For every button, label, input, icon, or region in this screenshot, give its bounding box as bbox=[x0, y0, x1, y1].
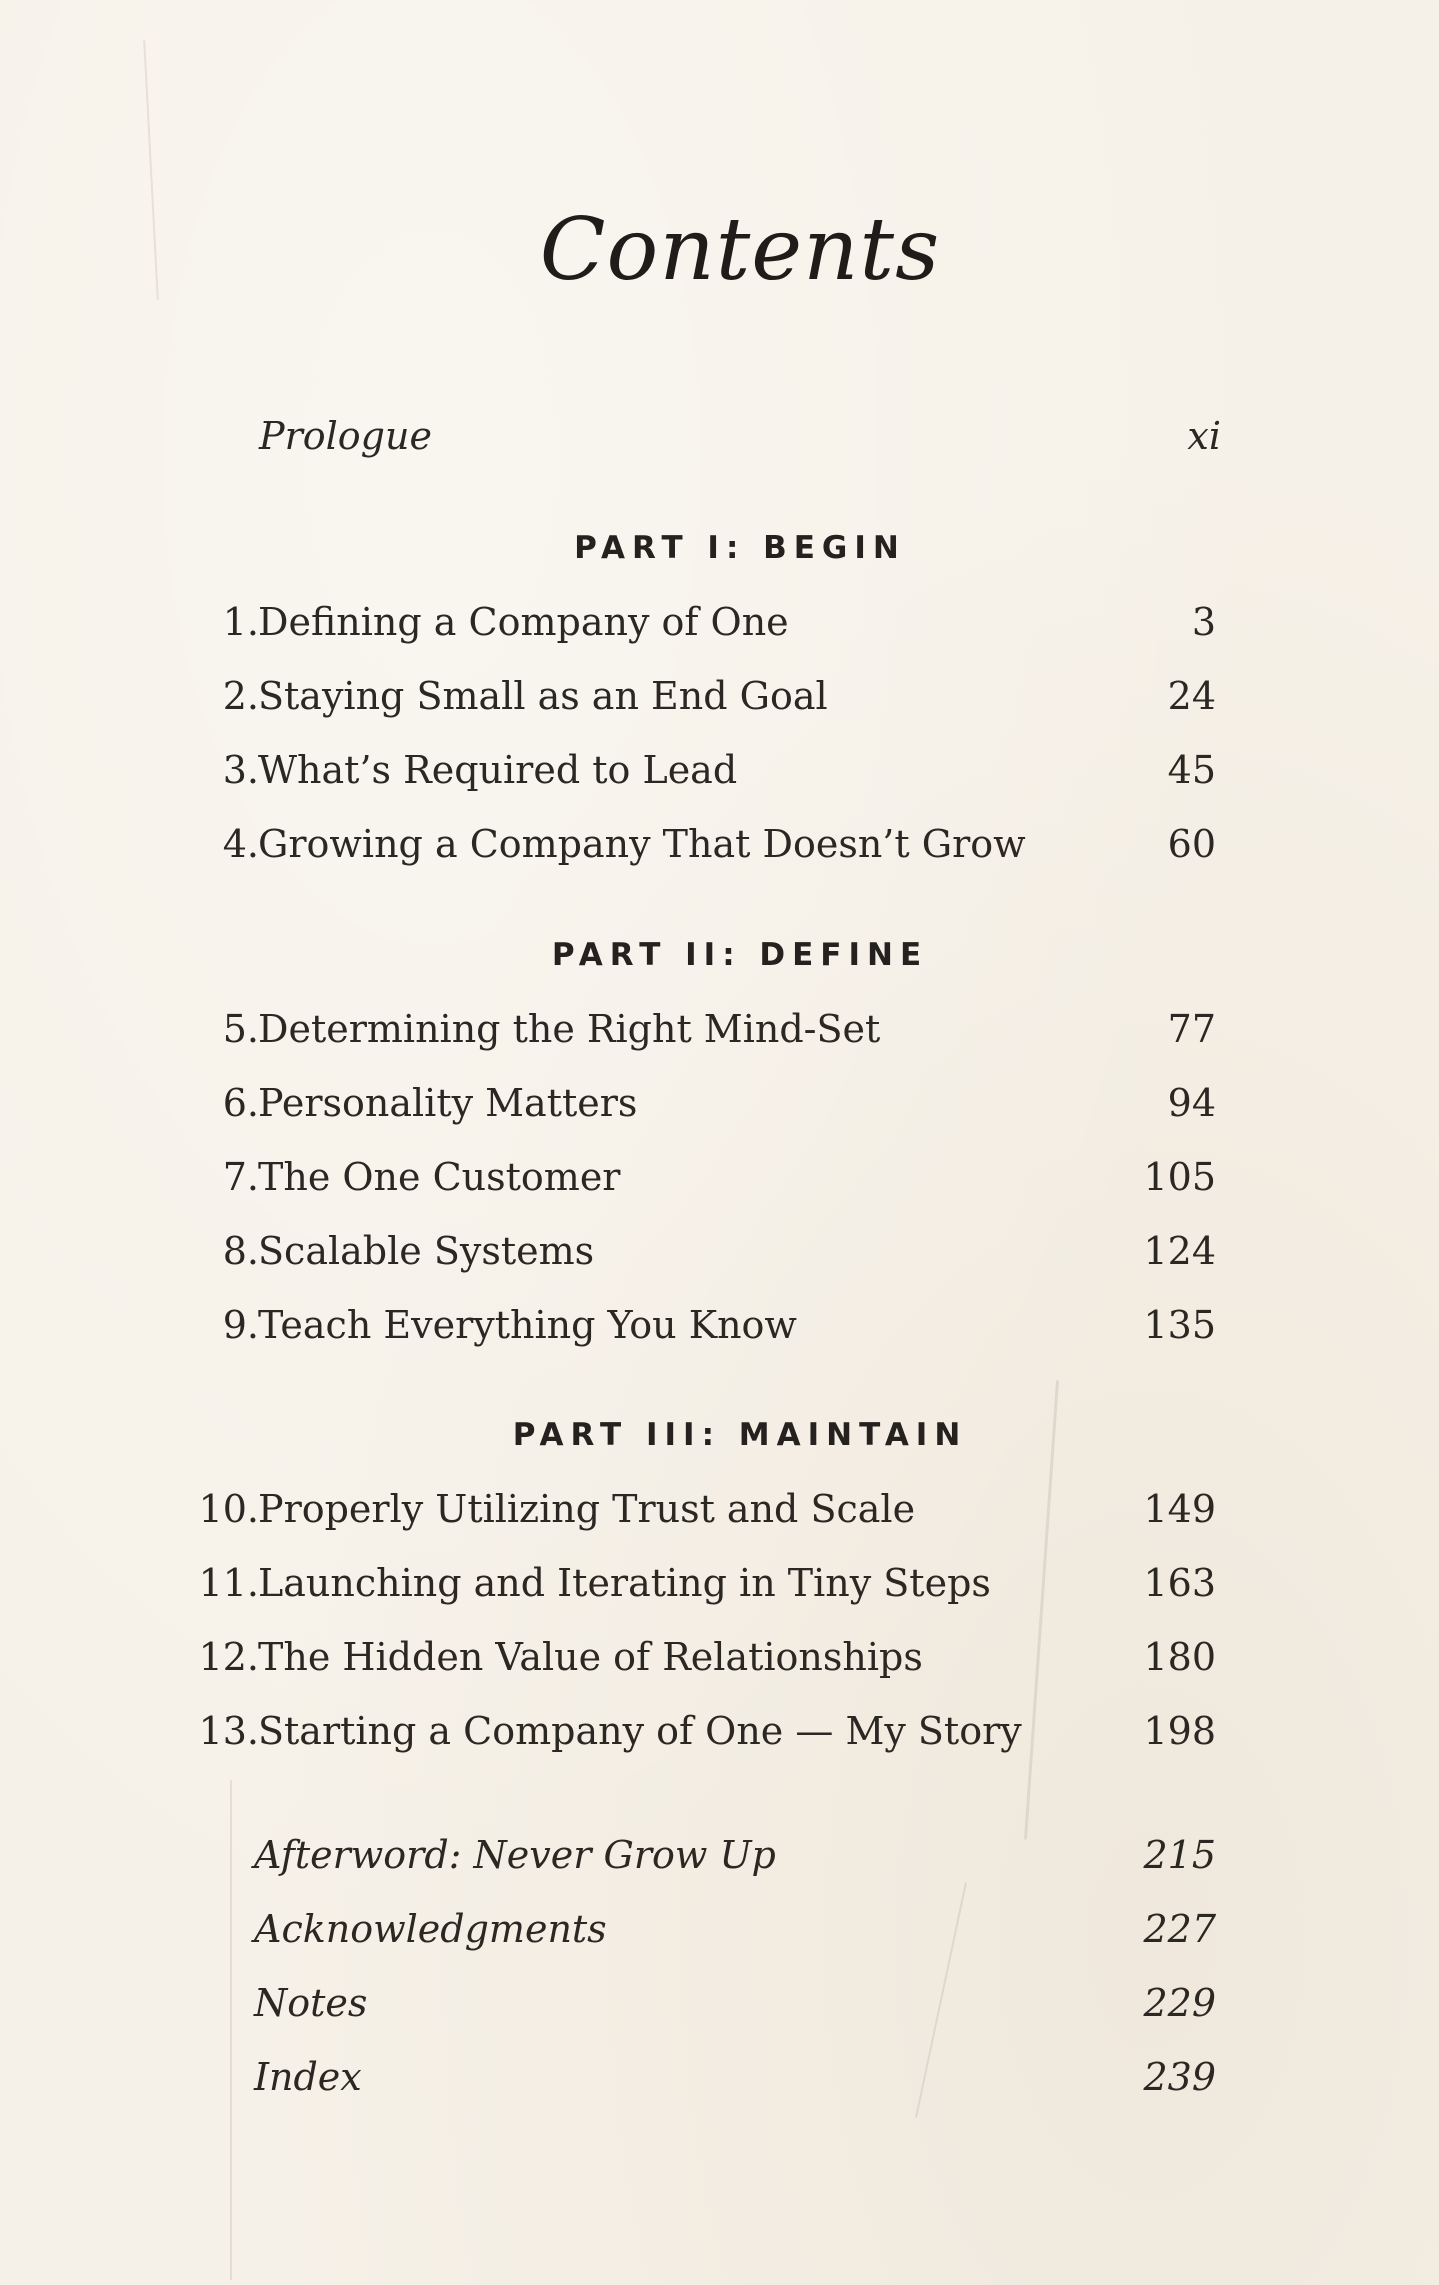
toc-entry-chapter[interactable] bbox=[0, 666, 1439, 726]
toc-entry-label: Index bbox=[254, 2055, 362, 2099]
toc-entry-label: Notes bbox=[254, 1981, 368, 2025]
toc-entry-page: 229 bbox=[1143, 1981, 1216, 2025]
toc-entry-label: The One Customer bbox=[258, 1155, 621, 1199]
toc-entry-number: 5. bbox=[222, 1007, 259, 1051]
toc-entry-number: 8. bbox=[222, 1229, 259, 1273]
toc-entry-label: Personality Matters bbox=[258, 1081, 638, 1125]
toc-entry-label: Prologue bbox=[259, 414, 432, 458]
toc-entry-number: 2. bbox=[222, 674, 259, 718]
toc-entry-label: Afterword: Never Grow Up bbox=[254, 1833, 776, 1877]
toc-entry-number: 6. bbox=[222, 1081, 259, 1125]
toc-entry-chapter[interactable] bbox=[0, 1479, 1439, 1539]
toc-entry-number: 11. bbox=[198, 1561, 259, 1605]
toc-entry-chapter[interactable] bbox=[0, 1147, 1439, 1207]
toc-entry-label: Launching and Iterating in Tiny Steps bbox=[258, 1561, 991, 1605]
toc-entry-page: 3 bbox=[1191, 600, 1216, 644]
toc-entry-page: 215 bbox=[1143, 1833, 1216, 1877]
toc-entry-number: 9. bbox=[222, 1303, 259, 1347]
toc-entry-page: 105 bbox=[1143, 1155, 1216, 1199]
toc-entry-label: Growing a Company That Doesn’t Grow bbox=[258, 822, 1026, 866]
toc-entry-number: 7. bbox=[222, 1155, 259, 1199]
toc-entry-page: 198 bbox=[1143, 1709, 1216, 1753]
part-heading: PART II: DEFINE bbox=[551, 937, 929, 973]
toc-entry-page: 60 bbox=[1167, 822, 1216, 866]
toc-entry-chapter[interactable] bbox=[0, 592, 1439, 652]
toc-entry-label: Starting a Company of One — My Story bbox=[258, 1709, 1022, 1753]
page-title: Contents bbox=[539, 200, 941, 300]
toc-entry-page: 227 bbox=[1143, 1907, 1216, 1951]
toc-entry-chapter[interactable] bbox=[0, 740, 1439, 800]
toc-entry-chapter[interactable] bbox=[0, 1701, 1439, 1761]
toc-entry-page: 149 bbox=[1143, 1487, 1216, 1531]
toc-entry-page: 239 bbox=[1143, 2055, 1216, 2099]
toc-entry-label: The Hidden Value of Relationships bbox=[258, 1635, 923, 1679]
toc-entry-label: Staying Small as an End Goal bbox=[258, 674, 828, 718]
toc-entry-chapter[interactable] bbox=[0, 1073, 1439, 1133]
toc-entry-number: 4. bbox=[222, 822, 259, 866]
toc-entry-label: Defining a Company of One bbox=[258, 600, 789, 644]
toc-entry-page: 45 bbox=[1167, 748, 1216, 792]
toc-entry-page: 180 bbox=[1143, 1635, 1216, 1679]
toc-entry-page: 94 bbox=[1167, 1081, 1216, 1125]
toc-entry-label: Acknowledgments bbox=[254, 1907, 607, 1951]
toc-entry-acknowledgments[interactable] bbox=[0, 1899, 1439, 1959]
toc-entry-number: 13. bbox=[198, 1709, 259, 1753]
toc-entry-index[interactable] bbox=[0, 2047, 1439, 2107]
toc-entry-page: 24 bbox=[1167, 674, 1216, 718]
part-heading: PART I: BEGIN bbox=[574, 530, 906, 566]
toc-entry-number: 12. bbox=[198, 1635, 259, 1679]
toc-entry-number: 1. bbox=[222, 600, 259, 644]
toc-entry-notes[interactable] bbox=[0, 1973, 1439, 2033]
toc-entry-chapter[interactable] bbox=[0, 1221, 1439, 1281]
toc-entry-label: Scalable Systems bbox=[258, 1229, 595, 1273]
toc-entry-afterword[interactable] bbox=[0, 1825, 1439, 1885]
toc-entry-label: Determining the Right Mind-Set bbox=[258, 1007, 881, 1051]
toc-entry-chapter[interactable] bbox=[0, 1295, 1439, 1355]
toc-entry-page: 163 bbox=[1143, 1561, 1216, 1605]
toc-entry-page: 135 bbox=[1143, 1303, 1216, 1347]
toc-entry-label: Properly Utilizing Trust and Scale bbox=[258, 1487, 916, 1531]
toc-entry-number: 10. bbox=[198, 1487, 259, 1531]
toc-entry-page: 124 bbox=[1143, 1229, 1216, 1273]
part-heading: PART III: MAINTAIN bbox=[512, 1417, 968, 1453]
toc-entry-number: 3. bbox=[222, 748, 259, 792]
toc-entry-page: 77 bbox=[1167, 1007, 1216, 1051]
toc-entry-label: Teach Everything You Know bbox=[258, 1303, 797, 1347]
toc-entry-chapter[interactable] bbox=[0, 999, 1439, 1059]
toc-entry-prologue[interactable] bbox=[0, 406, 1439, 466]
toc-entry-chapter[interactable] bbox=[0, 1553, 1439, 1613]
toc-entry-label: What’s Required to Lead bbox=[258, 748, 738, 792]
toc-entry-page: xi bbox=[1187, 414, 1221, 458]
toc-entry-chapter[interactable] bbox=[0, 814, 1439, 874]
toc-entry-chapter[interactable] bbox=[0, 1627, 1439, 1687]
